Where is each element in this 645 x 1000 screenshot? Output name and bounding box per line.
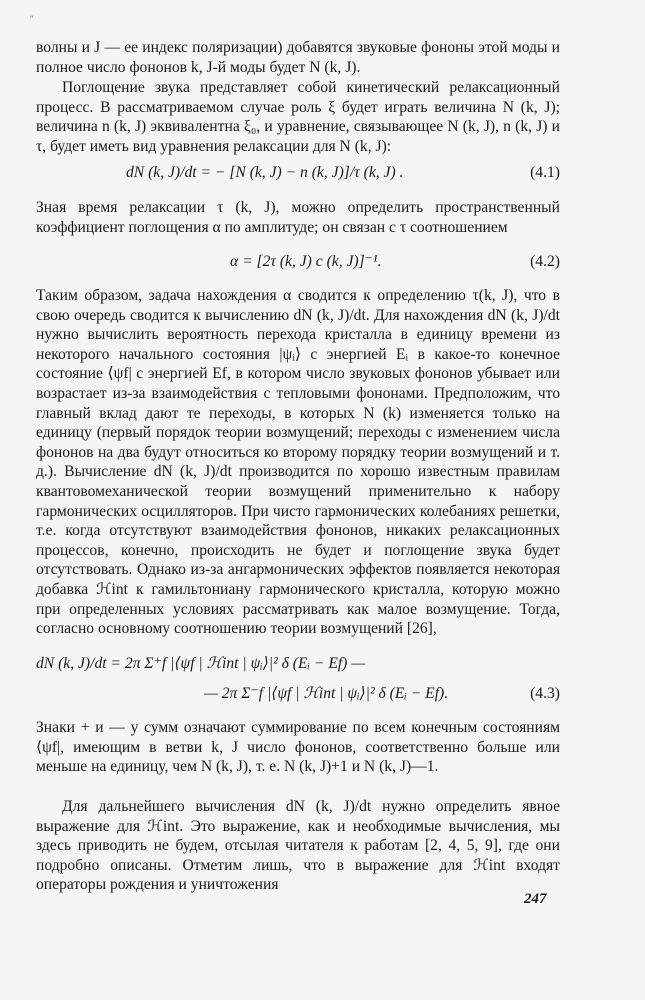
equation-4-3-line-2: — 2π Σ⁻f |⟨ψf | ℋint | ψᵢ⟩|² δ (Eᵢ − Ef). <box>204 685 449 702</box>
corner-mark: ʺ <box>30 14 34 24</box>
equation-4-3-number: (4.3) <box>530 685 560 702</box>
paragraph-5: Знаки + и — у сумм означают суммирование по всем конечным состояниям ⟨ψf|, имеющим в ветви k, J число фононов, соответственно больше или меньше на единицу, чем N (k, J), т. е. N (k, J)+1 и N (k, J)—1. <box>36 719 560 776</box>
paragraph-6: Для дальнейшего вычисления dN (k, J)/dt нужно определить явное выражение для ℋint. Это выражение, как и необходимые вычисления, мы здесь приводить не будем, отсылая читателя к работам [2, 4, 5, 9], где они подробно описаны. Отметим лишь, что в выражение для ℋint входят операторы рождения и уничтожения <box>36 798 560 894</box>
equation-4-2-body: α = [2τ (k, J) c (k, J)]⁻¹. <box>230 253 382 270</box>
equation-4-2-number: (4.2) <box>530 253 560 270</box>
equation-4-1-body: dN (k, J)/dt = − [N (k, J) − n (k, J)]/τ (k, J) . <box>126 164 404 181</box>
paragraph-3: Зная время релаксации τ (k, J), можно определить пространственный коэффициент поглощения α по амплитуде; он связан с τ соотношением <box>36 199 560 236</box>
paragraph-2: Поглощение звука представляет собой кинетический релаксационный процесс. В рассматриваемом случае роль ξ будет играть величина N (k, J); величина n (k, J) эквивалентна ξ₀, и уравнение, связывающее N (k, J), n (k, J) и τ, будет иметь вид уравнения релаксации для N (k, J): <box>36 79 560 155</box>
equation-4-3-line-1: dN (k, J)/dt = 2π Σ⁺f |⟨ψf | ℋint | ψᵢ⟩|² δ (Eᵢ − Ef) — <box>36 655 366 672</box>
paragraph-4: Таким образом, задача нахождения α сводится к определению τ(k, J), что в свою очередь сводится к вычислению dN (k, J)/dt. Для нахождения dN (k, J)/dt нужно вычислить вероятность перехода кристалла в единицу времени из некоторого начального состояния |ψᵢ⟩ с энергией Eᵢ в какое-то конечное состояние ⟨ψf| с энергией Ef, в котором число звуковых фононов убывает или возрастает из-за взаимодействия с тепловыми фононами. Предположим, что главный вклад дают те переходы, в которых N (k) изменяется только на единицу (первый порядок теории возмущений; переходы с изменением числа фононов на два будут относиться ко второму порядку теории возмущений и т. д.). Вычисление dN (k, J)/dt производится по хорошо известным правилам квантовомеханической теории возмущений применительно к набору гармонических осцилляторов. При чисто гармонических колебаниях решетки, т.е. когда отсутствуют взаимодействия фононов, никаких релаксационных процессов, конечно, происходить не будет и поглощение звука будет отсутствовать. Однако из-за ангармонических эффектов появляется некоторая добавка ℋint к гамильтониану гармонического кристалла, которую можно при определенных условиях рассматривать как малое возмущение. Тогда, согласно основному соотношению теории возмущений [26], <box>36 287 560 638</box>
equation-4-3 <box>36 654 560 704</box>
equation-4-1 <box>36 163 560 183</box>
equation-4-1-number: (4.1) <box>530 164 560 181</box>
page-number: 247 <box>524 891 547 907</box>
equation-4-2 <box>36 252 560 272</box>
paragraph-1: волны и J — ее индекс поляризации) добавятся звуковые фононы этой моды и полное число фононов k, J-й моды будет N (k, J). <box>36 39 560 76</box>
